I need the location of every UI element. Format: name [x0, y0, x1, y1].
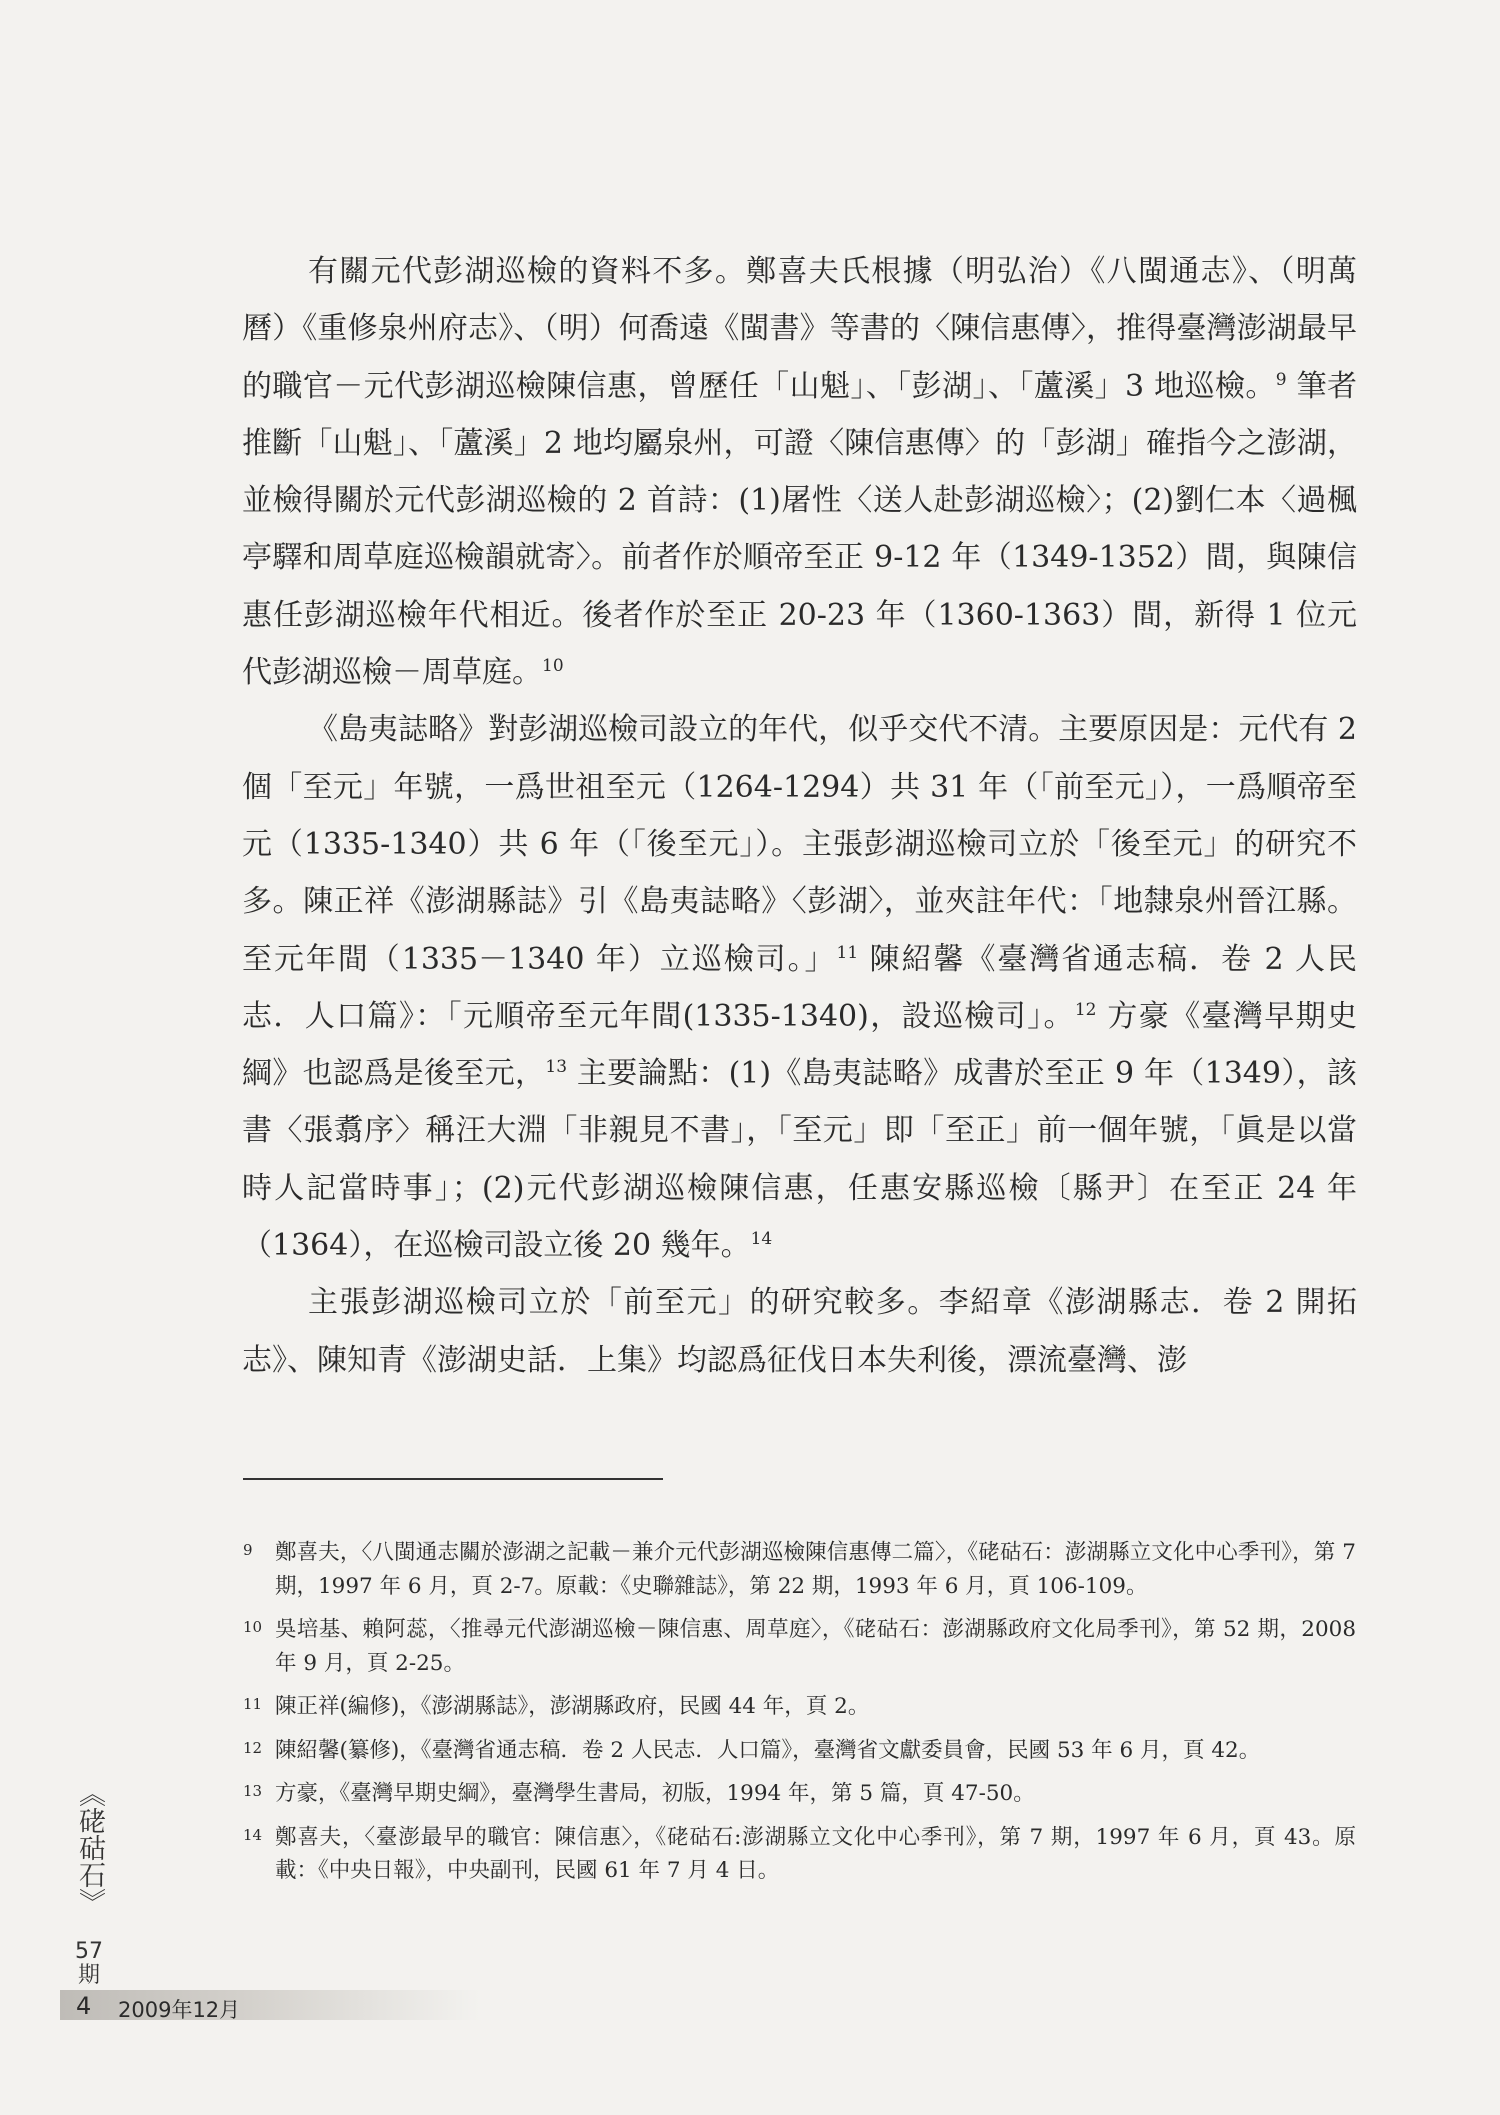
footnote-number: 13	[243, 1782, 263, 1800]
paragraph-3: 主張彭湖巡檢司立於「前至元」的研究較多。李紹章《澎湖縣志．卷 2 開拓志》、陳知青《澎湖史話．上集》均認爲征伐日本失利後，漂流臺灣、澎	[242, 1285, 1357, 1378]
paragraph-1-text-a: 有關元代彭湖巡檢的資料不多。鄭喜夫氏根據（明弘治）《八閩通志》、（明萬曆）《重修泉州府志》、（明）何喬遠《閩書》等書的〈陳信惠傳〉，推得臺灣澎湖最早的職官－元代彭湖巡檢陳信惠，曾歷任「山魁」、「彭湖」、「蘆溪」3 地巡檢。	[242, 254, 1357, 404]
footnote-divider	[243, 1478, 663, 1480]
paragraph-1	[242, 243, 1357, 701]
footnote-10	[243, 1613, 1356, 1680]
footnote-text: 鄭喜夫，〈八閩通志關於澎湖之記載－兼介元代彭湖巡檢陳信惠傳二篇〉，《硓𥑮石：澎湖縣立文化中心季刊》，第 7 期，1997 年 6 月，頁 2-7。原載：《史聯雜誌》，第 22 期，1993 年 6 月，頁 106-109。	[275, 1540, 1356, 1599]
footnote-ref-14[interactable]: 14	[750, 1229, 773, 1250]
journal-title: 《硓𥑮石》	[74, 1780, 105, 1915]
footnote-ref-9[interactable]: 9	[1275, 369, 1287, 390]
footnotes	[243, 1536, 1356, 1898]
footnote-number: 10	[243, 1618, 263, 1636]
footnote-number: 14	[243, 1825, 263, 1844]
paragraph-2-text-c: 方豪《臺灣早期史綱》也認爲是後至元，	[242, 998, 1357, 1092]
issue-date: 2009年12月	[118, 1998, 241, 2022]
issue-label	[75, 1940, 103, 1988]
footnote-13	[243, 1777, 1356, 1811]
footnote-text: 陳紹馨(纂修)，《臺灣省通志稿．卷 2 人民志．人口篇》，臺灣省文獻委員會，民國 53 年 6 月，頁 42。	[275, 1737, 1261, 1763]
footnote-text: 方豪，《臺灣早期史綱》，臺灣學生書局，初版，1994 年，第 5 篇，頁 47-50。	[275, 1781, 1035, 1806]
footnote-9	[243, 1536, 1356, 1603]
paragraph-2-text-b: 陳紹馨《臺灣省通志稿．卷 2 人民志．人口篇》：「元順帝至元年間(1335-1340)，設巡檢司」。	[242, 941, 1357, 1034]
paragraph-2	[242, 701, 1357, 1274]
footnote-text: 陳正祥(編修)，《澎湖縣誌》，澎湖縣政府，民國 44 年，頁 2。	[275, 1694, 870, 1719]
footnote-ref-10[interactable]: 10	[542, 656, 564, 677]
footnote-11	[243, 1690, 1356, 1724]
footnote-12	[243, 1734, 1356, 1768]
footnote-text: 鄭喜夫，〈臺澎最早的職官：陳信惠〉，《硓𥑮石:澎湖縣立文化中心季刊》，第 7 期，1997 年 6 月，頁 43。原載：《中央日報》，中央副刊，民國 61 年 7 月 4 日。	[275, 1824, 1356, 1883]
footnote-number: 11	[243, 1695, 263, 1713]
footnote-number: 9	[243, 1541, 253, 1559]
footnote-ref-11[interactable]: 11	[836, 942, 859, 963]
issue-number: 57	[75, 1939, 103, 1964]
footnote-text: 吳培基、賴阿蕊，〈推尋元代澎湖巡檢－陳信惠、周草庭〉，《硓𥑮石：澎湖縣政府文化局季刊》，第 52 期，2008 年 9 月，頁 2-25。	[275, 1617, 1356, 1676]
footnote-ref-12[interactable]: 12	[1074, 999, 1097, 1020]
paragraph-2-text-d: 主要論點：(1)《島夷誌略》成書於至正 9 年（1349），該書〈張翥序〉稱汪大淵「非親見不書」，「至元」即「至正」前一個年號，「眞是以當時人記當時事」；(2)元代彭湖巡檢陳信惠，任惠安縣巡檢〔縣尹〕在至正 24 年（1364），在巡檢司設立後 20 幾年。	[242, 1056, 1357, 1264]
body-text	[242, 243, 1357, 1389]
paragraph-2-text-a: 《島夷誌略》對彭湖巡檢司設立的年代，似乎交代不清。主要原因是：元代有 2 個「至元」年號，一爲世祖至元（1264-1294）共 31 年（「前至元」），一爲順帝至元（1335-1340）共 6 年（「後至元」）。主張彭湖巡檢司立於「後至元」的研究不多。陳正祥《澎湖縣誌》引《島夷誌略》〈彭湖〉，並夾註年代：「地隸泉州晉江縣。至元年間（1335－1340 年）立巡檢司。」	[242, 712, 1357, 977]
issue-unit: 期	[77, 1963, 100, 1988]
paragraph-1-text-b: 筆者推斷「山魁」、「蘆溪」2 地均屬泉州，可證〈陳信惠傳〉的「彭湖」確指今之澎湖，並檢得關於元代彭湖巡檢的 2 首詩：(1)屠性〈送人赴彭湖巡檢〉；(2)劉仁本〈過楓亭驛和周草庭巡檢韻就寄〉。前者作於順帝至正 9-12 年（1349-1352）間，與陳信惠任彭湖巡檢年代相近。後者作於至正 20-23 年（1360-1363）間，新得 1 位元代彭湖巡檢－周草庭。	[242, 368, 1357, 691]
footnote-number: 12	[243, 1738, 263, 1757]
page-number: 4	[76, 1992, 92, 2020]
footnote-14	[243, 1821, 1356, 1888]
footnote-ref-13[interactable]: 13	[545, 1057, 568, 1078]
